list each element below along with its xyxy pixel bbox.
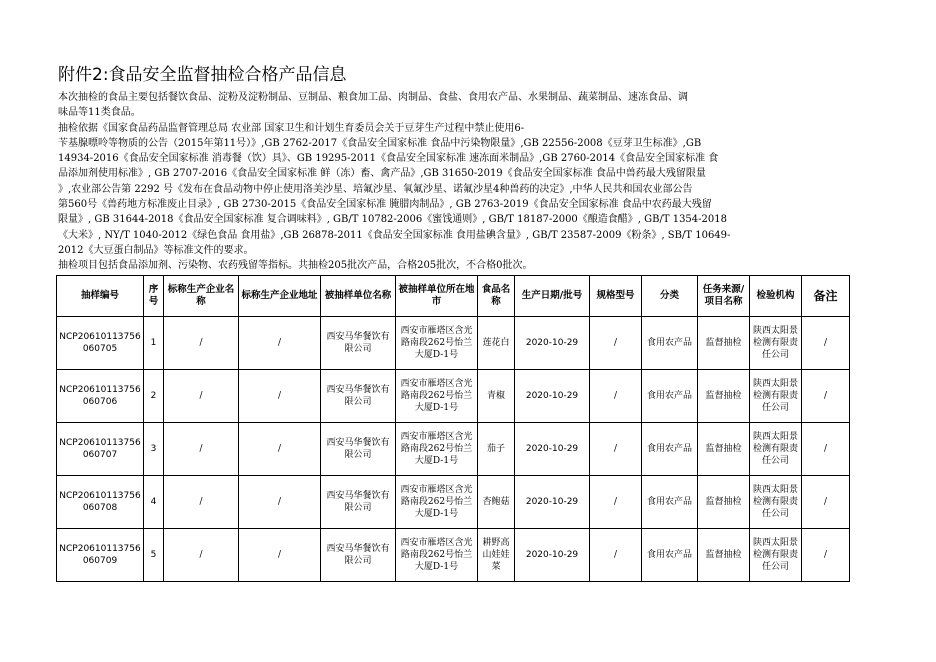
- cell-mfr: /: [164, 529, 239, 582]
- header-note: 备注: [802, 276, 850, 317]
- cell-lab: 陕西太阳景检测有限责任公司: [750, 476, 802, 529]
- cell-unit: 西安马华餐饮有限公司: [321, 317, 396, 370]
- cell-date: 2020-10-29: [515, 423, 590, 476]
- cell-note: /: [802, 529, 850, 582]
- cell-mfr-addr: /: [239, 317, 321, 370]
- cell-mfr-addr: /: [239, 370, 321, 423]
- cell-date: 2020-10-29: [515, 317, 590, 370]
- cell-unit-addr: 西安市雁塔区含光路南段262号怡兰大厦D-1号: [396, 423, 478, 476]
- cell-category: 食用农产品: [642, 476, 698, 529]
- header-date: 生产日期/批号: [515, 276, 590, 317]
- cell-note: /: [802, 317, 850, 370]
- cell-spec: /: [590, 317, 642, 370]
- intro-line: 限量》, GB 31644-2018《食品安全国家标准 复合调味料》, GB/T 10782-2006《蜜饯通则》, GB/T 18187-2000《酿造食醋》, GB/T 1354-2018: [58, 214, 727, 226]
- cell-mfr: /: [164, 476, 239, 529]
- cell-seq: 4: [144, 476, 164, 529]
- table-row: [57, 317, 850, 370]
- cell-food: 青椒: [478, 370, 515, 423]
- cell-lab: 陕西太阳景检测有限责任公司: [750, 317, 802, 370]
- cell-lab: 陕西太阳景检测有限责任公司: [750, 423, 802, 476]
- cell-sample-id: NCP20610113756060708: [57, 476, 144, 529]
- intro-text: [58, 90, 848, 274]
- cell-source: 监督抽检: [698, 529, 750, 582]
- cell-category: 食用农产品: [642, 370, 698, 423]
- cell-food: 莲花白: [478, 317, 515, 370]
- cell-unit: 西安马华餐饮有限公司: [321, 529, 396, 582]
- header-spec: 规格型号: [590, 276, 642, 317]
- cell-source: 监督抽检: [698, 317, 750, 370]
- table-row: [57, 529, 850, 582]
- header-sample-id: 抽样编号: [57, 276, 144, 317]
- cell-mfr: /: [164, 423, 239, 476]
- cell-seq: 3: [144, 423, 164, 476]
- cell-food: 茄子: [478, 423, 515, 476]
- cell-mfr-addr: /: [239, 529, 321, 582]
- cell-date: 2020-10-29: [515, 529, 590, 582]
- cell-spec: /: [590, 476, 642, 529]
- cell-note: /: [802, 423, 850, 476]
- cell-spec: /: [590, 529, 642, 582]
- cell-source: 监督抽检: [698, 423, 750, 476]
- cell-source: 监督抽检: [698, 476, 750, 529]
- inspection-table: [56, 275, 850, 582]
- table-header-row: [57, 276, 850, 317]
- cell-spec: /: [590, 423, 642, 476]
- header-unit-addr: 被抽样单位所在地市: [396, 276, 478, 317]
- intro-line: 第560号《兽药地方标准废止目录》, GB 2730-2015《食品安全国家标准 腌腊肉制品》, GB 2763-2019《食品安全国家标准 食品中农药最大残留: [58, 199, 712, 211]
- table-row: [57, 370, 850, 423]
- intro-line: 》,农业部公告第 2292 号《发布在食品动物中停止使用洛美沙星、培氟沙星、氧氟沙星、诺氟沙星4种兽药的决定》,中华人民共和国农业部公告: [58, 183, 693, 195]
- cell-category: 食用农产品: [642, 423, 698, 476]
- cell-seq: 5: [144, 529, 164, 582]
- cell-note: /: [802, 476, 850, 529]
- cell-unit: 西安马华餐饮有限公司: [321, 476, 396, 529]
- intro-line: 14934-2016《食品安全国家标准 消毒餐（饮）具》、GB 19295-2011《食品安全国家标准 速冻面米制品》,GB 2760-2014《食品安全国家标准 食: [58, 153, 719, 165]
- cell-category: 食用农产品: [642, 317, 698, 370]
- intro-line: 味品等11类食品。: [58, 107, 141, 119]
- cell-unit-addr: 西安市雁塔区含光路南段262号怡兰大厦D-1号: [396, 529, 478, 582]
- cell-date: 2020-10-29: [515, 370, 590, 423]
- header-mfr: 标称生产企业名称: [164, 276, 239, 317]
- cell-sample-id: NCP20610113756060709: [57, 529, 144, 582]
- header-lab: 检验机构: [750, 276, 802, 317]
- cell-lab: 陕西太阳景检测有限责任公司: [750, 529, 802, 582]
- cell-mfr-addr: /: [239, 423, 321, 476]
- cell-spec: /: [590, 370, 642, 423]
- cell-unit: 西安马华餐饮有限公司: [321, 370, 396, 423]
- intro-line: 苄基腺嘌呤等物质的公告（2015年第11号）》,GB 2762-2017《食品安全国家标准 食品中污染物限量》,GB 22556-2008《豆芽卫生标准》,GB: [58, 137, 702, 149]
- intro-line: 本次抽检的食品主要包括餐饮食品、淀粉及淀粉制品、豆制品、粮食加工品、肉制品、食盐、食用农产品、水果制品、蔬菜制品、速冻食品、调: [58, 92, 688, 103]
- cell-sample-id: NCP20610113756060705: [57, 317, 144, 370]
- header-mfr-addr: 标称生产企业地址: [239, 276, 321, 317]
- table-row: [57, 423, 850, 476]
- header-category: 分类: [642, 276, 698, 317]
- cell-note: /: [802, 370, 850, 423]
- cell-mfr: /: [164, 370, 239, 423]
- table-row: [57, 476, 850, 529]
- header-unit: 被抽样单位名称: [321, 276, 396, 317]
- intro-line: 2012《大豆蛋白制品》等标准文件的要求。: [58, 244, 254, 256]
- cell-seq: 2: [144, 370, 164, 423]
- intro-line: 抽检依据《国家食品药品监督管理总局 农业部 国家卫生和计划生育委员会关于豆芽生产过程中禁止使用6-: [58, 122, 525, 134]
- header-food: 食品名称: [478, 276, 515, 317]
- cell-category: 食用农产品: [642, 529, 698, 582]
- cell-mfr-addr: /: [239, 476, 321, 529]
- cell-seq: 1: [144, 317, 164, 370]
- page-title: 附件2:食品安全监督抽检合格产品信息: [58, 65, 347, 85]
- cell-unit-addr: 西安市雁塔区含光路南段262号怡兰大厦D-1号: [396, 317, 478, 370]
- cell-date: 2020-10-29: [515, 476, 590, 529]
- cell-sample-id: NCP20610113756060707: [57, 423, 144, 476]
- cell-unit: 西安马华餐饮有限公司: [321, 423, 396, 476]
- intro-line: 品添加剂使用标准》, GB 2707-2016《食品安全国家标准 鲜（冻）畜、禽产品》,GB 31650-2019《食品安全国家标准 食品中兽药最大残留限量: [58, 168, 706, 180]
- cell-food: 耕野高山娃娃菜: [478, 529, 515, 582]
- cell-food: 杏鲍菇: [478, 476, 515, 529]
- cell-lab: 陕西太阳景检测有限责任公司: [750, 370, 802, 423]
- cell-source: 监督抽检: [698, 370, 750, 423]
- cell-sample-id: NCP20610113756060706: [57, 370, 144, 423]
- intro-line: 抽检项目包括食品添加剂、污染物、农药残留等指标。共抽检205批次产品，合格205批次，不合格0批次。: [58, 260, 533, 272]
- cell-unit-addr: 西安市雁塔区含光路南段262号怡兰大厦D-1号: [396, 370, 478, 423]
- cell-mfr: /: [164, 317, 239, 370]
- intro-line: 《大米》, NY/T 1040-2012《绿色食品 食用盐》,GB 26878-2011《食品安全国家标准 食用盐碘含量》, GB/T 23587-2009《粉条》, SB/T 10649-: [58, 229, 731, 241]
- cell-unit-addr: 西安市雁塔区含光路南段262号怡兰大厦D-1号: [396, 476, 478, 529]
- header-source: 任务来源/项目名称: [698, 276, 750, 317]
- header-seq: 序号: [144, 276, 164, 317]
